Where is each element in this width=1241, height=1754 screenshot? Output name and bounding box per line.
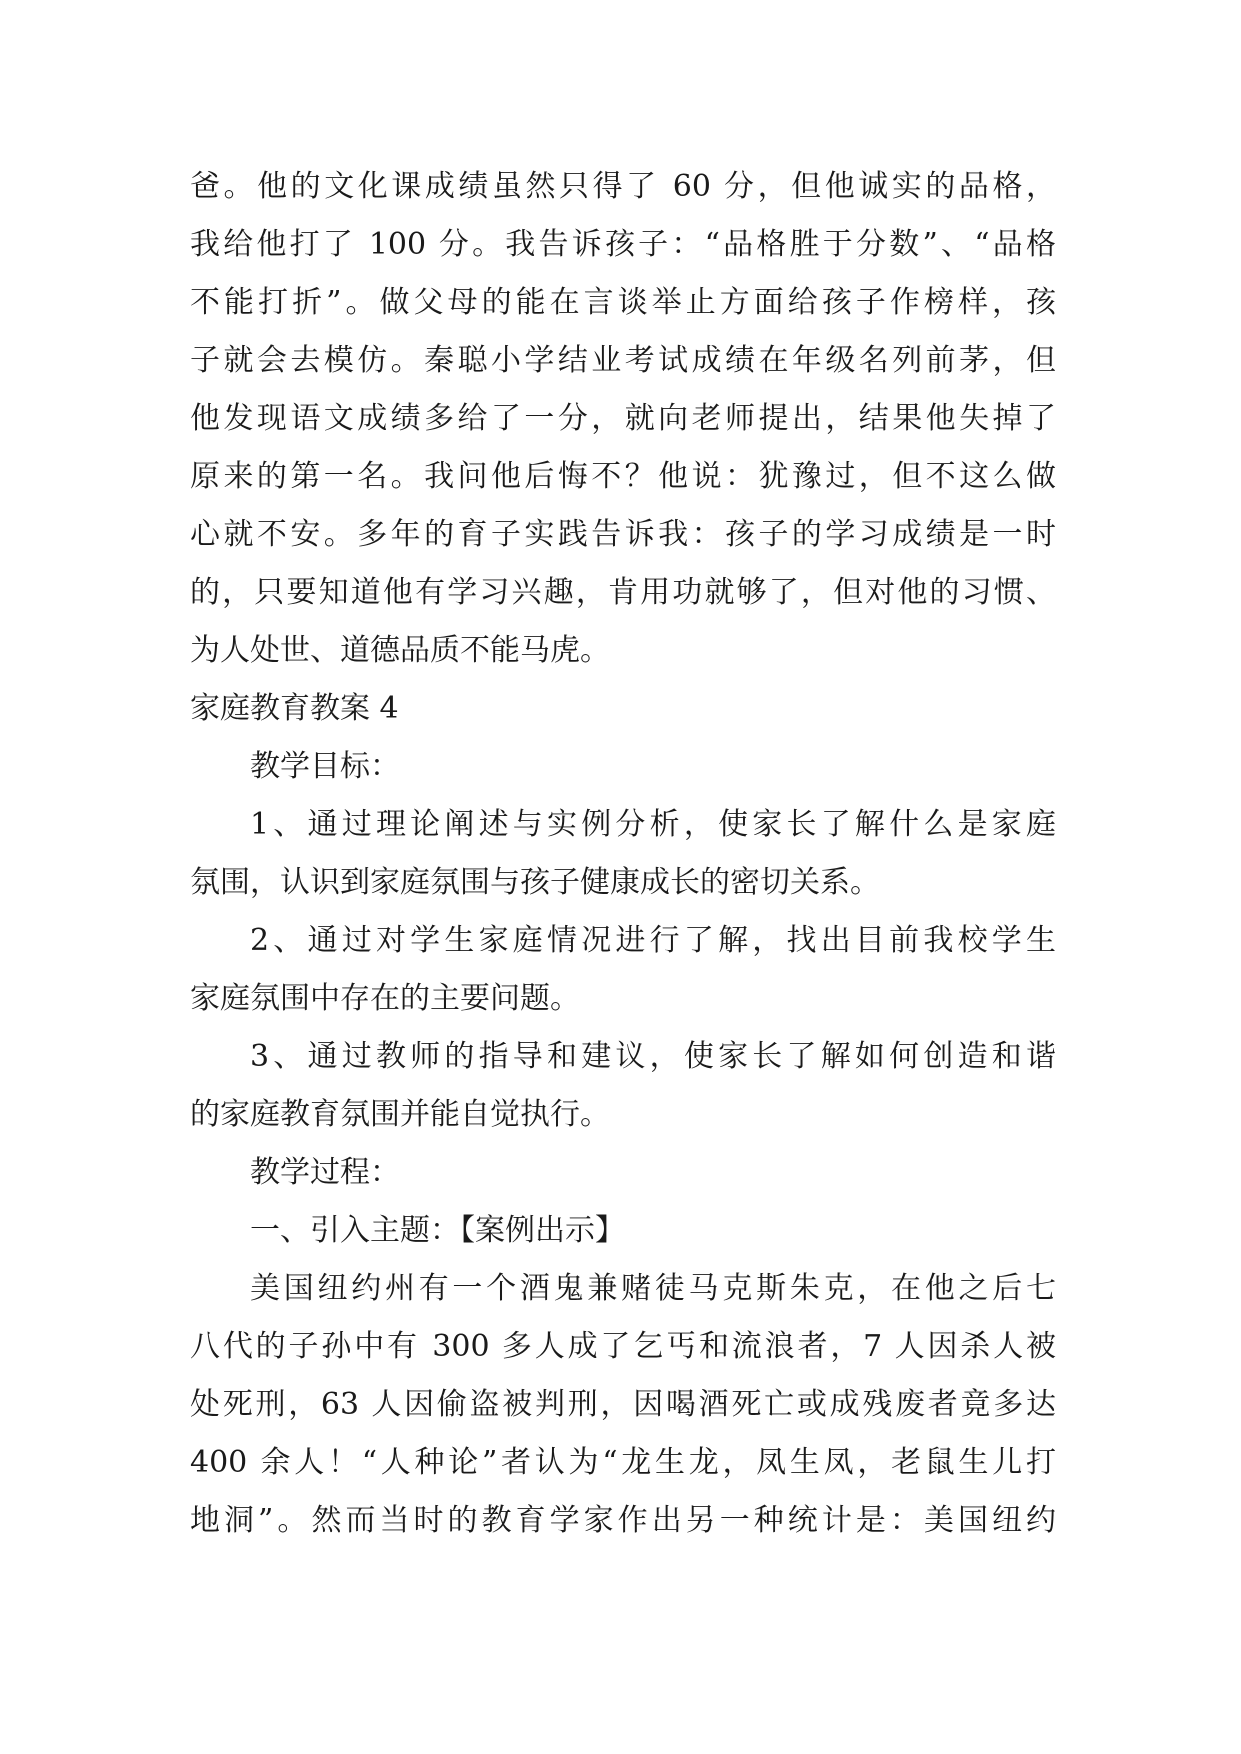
text-line: 教学过程：: [250, 1155, 400, 1190]
text-line: 八代的子孙中有 300 多人成了乞丐和流浪者，7 人因杀人被: [190, 1329, 1056, 1364]
text-line: 爸。他的文化课成绩虽然只得了 60 分，但他诚实的品格，: [190, 169, 1056, 204]
text-line: 的家庭教育氛围并能自觉执行。: [190, 1097, 610, 1132]
text-line: 家庭氛围中存在的主要问题。: [190, 981, 580, 1016]
text-line: 地洞”。然而当时的教育学家作出另一种统计是：美国纽约: [190, 1503, 1056, 1538]
text-line: 心就不安。多年的育子实践告诉我：孩子的学习成绩是一时: [190, 517, 1056, 552]
text-line: 子就会去模仿。秦聪小学结业考试成绩在年级名列前茅，但: [190, 343, 1056, 378]
text-line: 氛围，认识到家庭氛围与孩子健康成长的密切关系。: [190, 865, 880, 900]
text-line: 400 余人！“人种论”者认为“龙生龙，凤生凤，老鼠生儿打: [190, 1445, 1056, 1480]
text-line: 一、引入主题：【案例出示】: [250, 1213, 625, 1248]
text-line: 不能打折”。做父母的能在言谈举止方面给孩子作榜样，孩: [190, 285, 1056, 320]
text-line: 处死刑，63 人因偷盗被判刑，因喝酒死亡或成残废者竟多达: [190, 1387, 1056, 1422]
text-line: 我给他打了 100 分。我告诉孩子：“品格胜于分数”、“品格: [190, 227, 1056, 262]
document-body: [190, 158, 1056, 1550]
text-line: 3、通过教师的指导和建议，使家长了解如何创造和谐: [250, 1039, 1056, 1074]
text-line: 为人处世、道德品质不能马虎。: [190, 633, 610, 668]
text-line: 美国纽约州有一个酒鬼兼赌徒马克斯朱克，在他之后七: [250, 1271, 1056, 1306]
text-line: 他发现语文成绩多给了一分，就向老师提出，结果他失掉了: [190, 401, 1056, 436]
section-title: 家庭教育教案 4: [190, 691, 399, 726]
text-line: 2、通过对学生家庭情况进行了解，找出目前我校学生: [250, 923, 1056, 958]
text-line: 的，只要知道他有学习兴趣，肯用功就够了，但对他的习惯、: [190, 575, 1056, 610]
text-line: 原来的第一名。我问他后悔不？他说：犹豫过，但不这么做: [190, 459, 1056, 494]
text-line: 教学目标：: [250, 749, 400, 784]
text-line: 1、通过理论阐述与实例分析，使家长了解什么是家庭: [250, 807, 1056, 842]
